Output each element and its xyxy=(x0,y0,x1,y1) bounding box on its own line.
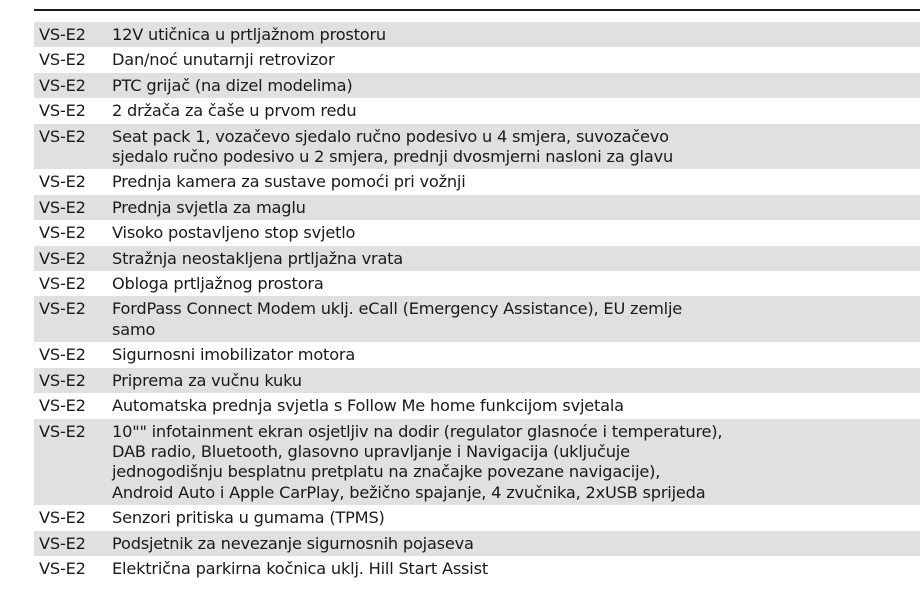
equipment-code: VS-E2 xyxy=(39,223,86,243)
top-rule xyxy=(34,9,920,11)
equipment-description: Obloga prtljažnog prostora xyxy=(112,274,324,294)
equipment-code: VS-E2 xyxy=(39,126,86,146)
equipment-code: VS-E2 xyxy=(39,345,86,365)
table-row xyxy=(34,368,920,393)
table-row xyxy=(34,73,920,98)
table-row xyxy=(34,296,920,342)
equipment-table xyxy=(34,22,920,581)
equipment-code: VS-E2 xyxy=(39,50,86,70)
table-row xyxy=(34,47,920,72)
equipment-description: Seat pack 1, vozačevo sjedalo ručno podesivo u 4 smjera, suvozačevo sjedalo ručno podesivo u 2 smjera, prednji dvosmjerni nasloni za glavu xyxy=(112,126,674,167)
equipment-code: VS-E2 xyxy=(39,421,86,441)
equipment-code: VS-E2 xyxy=(39,197,86,217)
equipment-description: Prednja kamera za sustave pomoći pri vožnji xyxy=(112,172,466,192)
equipment-code: VS-E2 xyxy=(39,299,86,319)
table-row xyxy=(34,531,920,556)
equipment-description: Priprema za vučnu kuku xyxy=(112,370,302,390)
equipment-description: Sigurnosni imobilizator motora xyxy=(112,345,356,365)
table-row xyxy=(34,22,920,47)
equipment-code: VS-E2 xyxy=(39,25,86,44)
table-row xyxy=(34,505,920,530)
table-row xyxy=(34,246,920,271)
table-row xyxy=(34,393,920,418)
equipment-code: VS-E2 xyxy=(39,172,86,192)
equipment-code: VS-E2 xyxy=(39,533,86,553)
equipment-description: Prednja svjetla za maglu xyxy=(112,197,306,217)
equipment-description: 12V utičnica u prtljažnom prostoru xyxy=(112,25,386,44)
equipment-description: Električna parkirna kočnica uklj. Hill Start Assist xyxy=(112,558,488,578)
table-row xyxy=(34,98,920,123)
table-row xyxy=(34,169,920,194)
equipment-code: VS-E2 xyxy=(39,248,86,268)
table-row xyxy=(34,556,920,581)
equipment-description: Automatska prednja svjetla s Follow Me home funkcijom svjetala xyxy=(112,396,624,416)
table-row xyxy=(34,419,920,506)
equipment-code: VS-E2 xyxy=(39,396,86,416)
table-row xyxy=(34,195,920,220)
equipment-code: VS-E2 xyxy=(39,370,86,390)
equipment-description: 10"" infotainment ekran osjetljiv na dodir (regulator glasnoće i temperature), DAB radio, Bluetooth, glasovno upravljanje i Navigacija (uključuje jednogodišnju besplatnu pretplatu na značajke povezane navigacije), Android Auto i Apple CarPlay, bežično spajanje, 4 zvučnika, 2xUSB sprijeda xyxy=(112,421,723,502)
equipment-code: VS-E2 xyxy=(39,274,86,294)
table-row xyxy=(34,220,920,245)
table-row xyxy=(34,124,920,170)
equipment-code: VS-E2 xyxy=(39,508,86,528)
table-row xyxy=(34,342,920,367)
equipment-description: Visoko postavljeno stop svjetlo xyxy=(112,223,356,243)
equipment-description: Podsjetnik za nevezanje sigurnosnih pojaseva xyxy=(112,533,474,553)
equipment-code: VS-E2 xyxy=(39,101,86,121)
equipment-description: Dan/noć unutarnji retrovizor xyxy=(112,50,335,70)
equipment-description: Stražnja neostakljena prtljažna vrata xyxy=(112,248,404,268)
table-row xyxy=(34,271,920,296)
equipment-description: PTC grijač (na dizel modelima) xyxy=(112,75,353,95)
equipment-description: Senzori pritiska u gumama (TPMS) xyxy=(112,508,385,528)
equipment-description: FordPass Connect Modem uklj. eCall (Emergency Assistance), EU zemlje samo xyxy=(112,299,683,339)
equipment-code: VS-E2 xyxy=(39,558,86,578)
equipment-code: VS-E2 xyxy=(39,75,86,95)
equipment-description: 2 držača za čaše u prvom redu xyxy=(112,101,357,121)
